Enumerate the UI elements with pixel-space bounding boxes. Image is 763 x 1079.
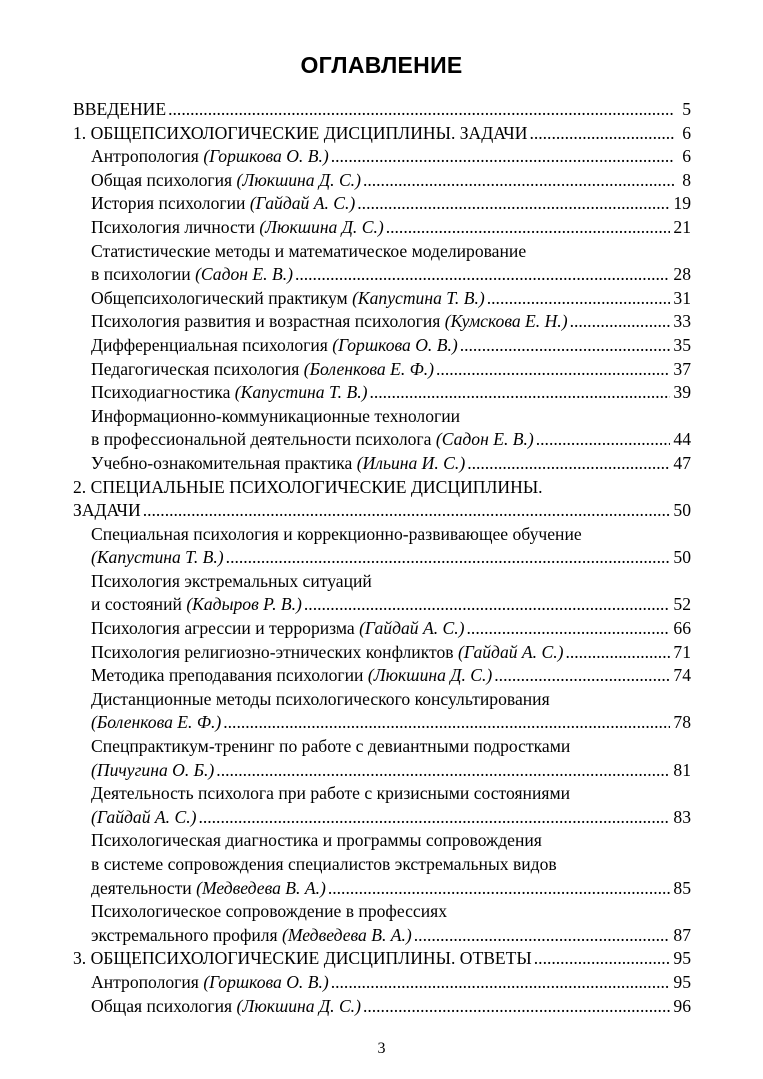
toc-leader-dots <box>168 98 674 122</box>
toc-leader-dots <box>363 169 674 193</box>
toc-author: (Кадыров Р. В.) <box>186 594 302 615</box>
toc-subsection[interactable] <box>73 617 691 641</box>
toc-title-text: экстремального профиля <box>91 924 283 945</box>
toc-line-text <box>91 287 485 311</box>
toc-author: (Капустина Т. В.) <box>91 547 224 568</box>
toc-subsection[interactable] <box>73 523 691 570</box>
toc-line-text <box>91 145 329 169</box>
toc-line <box>73 98 691 122</box>
toc-section[interactable] <box>73 98 691 122</box>
toc-title-text: деятельности <box>91 877 197 898</box>
toc-title-text: Информационно-коммуникационные технологии <box>91 405 461 426</box>
toc-subsection[interactable] <box>73 287 691 311</box>
toc-page-number: 8 <box>682 169 691 190</box>
toc-line-text <box>91 759 214 783</box>
toc-line <box>91 782 691 806</box>
toc-line <box>91 806 691 830</box>
toc-author: (Боленкова Е. Ф.) <box>303 358 435 379</box>
toc-page-number: 28 <box>673 264 691 285</box>
toc-page-number: 71 <box>673 641 691 662</box>
toc-page-number: 81 <box>673 759 691 780</box>
toc-page-number: 66 <box>673 618 691 639</box>
toc-title-text: 1. ОБЩЕПСИХОЛОГИЧЕСКИЕ ДИСЦИПЛИНЫ. ЗАДАЧИ <box>73 122 528 143</box>
toc-leader-dots <box>570 310 671 334</box>
toc-subsection[interactable] <box>73 570 691 617</box>
toc-leader-dots <box>529 122 674 146</box>
toc-line <box>91 169 691 193</box>
toc-leader-dots <box>328 877 671 901</box>
toc-leader-dots <box>386 216 671 240</box>
toc-title-text: Психология личности <box>91 216 260 237</box>
toc-page-number: 44 <box>673 429 691 450</box>
toc-line-text <box>91 452 465 476</box>
toc-page-number: 6 <box>682 146 691 167</box>
toc-title-text: в психологии <box>91 264 196 285</box>
toc-page-number: 50 <box>673 547 691 568</box>
toc-line-text <box>91 241 526 261</box>
toc-author: (Люкшина Д. С.) <box>236 995 361 1016</box>
toc-line-text <box>91 310 568 334</box>
toc-line <box>91 358 691 382</box>
toc-author: (Гайдай А. С.) <box>249 193 356 214</box>
toc-page-number: 95 <box>673 948 691 969</box>
toc-title-text: и состояний <box>91 594 187 615</box>
toc-line <box>91 688 691 712</box>
toc-title-text: Учебно-ознакомительная практика <box>91 452 357 473</box>
toc-line-text <box>91 381 367 405</box>
toc-line <box>73 499 691 523</box>
toc-page-number: 96 <box>673 995 691 1016</box>
toc-leader-dots <box>363 995 670 1019</box>
toc-author: (Ильина И. С.) <box>356 452 466 473</box>
toc-line-text <box>91 711 221 735</box>
toc-subsection[interactable] <box>73 971 691 995</box>
toc-title-text: Общая психология <box>91 169 237 190</box>
toc-leader-dots <box>143 499 671 523</box>
toc-title-text: 2. СПЕЦИАЛЬНЫЕ ПСИХОЛОГИЧЕСКИЕ ДИСЦИПЛИНЫ. <box>73 476 543 497</box>
toc-line <box>91 192 691 216</box>
toc-title-text: Статистические методы и математическое моделирование <box>91 240 527 261</box>
toc-title-text: Психологическая диагностика и программы сопровождения <box>91 830 542 851</box>
toc-leader-dots <box>565 641 670 665</box>
toc-line <box>91 381 691 405</box>
toc-line-text <box>91 995 361 1019</box>
toc-page-number: 50 <box>673 500 691 521</box>
toc-line-text <box>91 641 563 665</box>
toc-page-number: 37 <box>673 358 691 379</box>
toc-line <box>91 405 691 429</box>
toc-author: (Капустина Т. В.) <box>234 382 368 403</box>
toc-line-text <box>91 216 384 240</box>
toc-leader-dots <box>467 452 670 476</box>
toc-leader-dots <box>460 334 671 358</box>
toc-line-text <box>91 571 372 591</box>
toc-page-number: 5 <box>682 99 691 119</box>
toc-line-text <box>91 971 329 995</box>
toc-section[interactable] <box>73 122 691 146</box>
toc-title-text: ВВЕДЕНИЕ <box>73 99 167 119</box>
toc-author: (Люкшина Д. С.) <box>236 169 361 190</box>
toc-title-text: Антропология <box>91 971 204 992</box>
toc-title-text: ЗАДАЧИ <box>73 500 141 521</box>
toc-leader-dots <box>331 971 671 995</box>
toc-leader-dots <box>436 358 670 382</box>
toc-page-number: 21 <box>673 216 691 237</box>
toc-line-text <box>91 806 196 830</box>
toc-page-number: 47 <box>673 452 691 473</box>
toc-page-number: 35 <box>673 334 691 355</box>
toc-title-text: Психология развития и возрастная психология <box>91 311 445 332</box>
toc-line <box>91 240 691 264</box>
toc-line <box>91 641 691 665</box>
toc-leader-dots <box>534 947 671 971</box>
toc-line-text <box>91 689 550 709</box>
toc-title-text: Психология агрессии и терроризма <box>91 618 360 639</box>
toc-leader-dots <box>223 711 670 735</box>
toc-author: (Кумскова Е. Н.) <box>444 311 568 332</box>
toc-author: (Гайдай А. С.) <box>359 618 465 639</box>
toc-leader-dots <box>331 145 674 169</box>
toc-line-text <box>91 924 412 948</box>
toc-page-number: 33 <box>673 311 691 332</box>
toc-author: (Горшкова О. В.) <box>203 971 329 992</box>
toc-title-text: Дистанционные методы психологического консультирования <box>91 688 550 709</box>
toc-leader-dots <box>487 287 671 311</box>
toc-leader-dots <box>536 428 671 452</box>
toc-leader-dots <box>357 192 670 216</box>
toc-subsection[interactable] <box>73 995 691 1019</box>
toc-line-text <box>91 901 447 921</box>
toc-line <box>91 735 691 759</box>
toc-page-number: 39 <box>673 382 691 403</box>
toc-author: (Люкшина Д. С.) <box>367 665 493 686</box>
toc-author: (Капустина Т. В.) <box>352 287 485 308</box>
table-of-contents <box>73 98 691 1018</box>
toc-page-number: 19 <box>673 193 691 214</box>
toc-title-text: Общая психология <box>91 995 237 1016</box>
toc-line <box>91 900 691 924</box>
toc-author: (Горшкова О. В.) <box>332 334 458 355</box>
toc-line <box>91 995 691 1019</box>
toc-line-text <box>91 358 434 382</box>
toc-line-text <box>91 593 302 617</box>
toc-author: (Медведева В. А.) <box>282 924 412 945</box>
toc-page-number: 95 <box>673 971 691 992</box>
toc-author: (Гайдай А. С.) <box>458 641 564 662</box>
page-number: 3 <box>377 1040 386 1057</box>
toc-line <box>91 924 691 948</box>
toc-subsection[interactable] <box>73 452 691 476</box>
toc-title-text: Спецпрактикум-тренинг по работе с девиантными подростками <box>91 736 571 757</box>
toc-line <box>91 664 691 688</box>
toc-line-text <box>91 617 465 641</box>
toc-leader-dots <box>198 806 670 830</box>
toc-title-text: 3. ОБЩЕПСИХОЛОГИЧЕСКИЕ ДИСЦИПЛИНЫ. ОТВЕТЫ <box>73 948 532 969</box>
toc-author: (Гайдай А. С.) <box>91 806 197 827</box>
toc-subsection[interactable] <box>73 641 691 665</box>
toc-line <box>91 523 691 547</box>
toc-line-text <box>91 524 582 544</box>
toc-line <box>91 452 691 476</box>
toc-page-number: 6 <box>682 122 691 143</box>
toc-line-text <box>91 406 460 426</box>
toc-title-text: Специальная психология и коррекционно-развивающее обучение <box>91 523 582 544</box>
toc-leader-dots <box>226 546 671 570</box>
toc-title-text: Дифференциальная психология <box>91 334 333 355</box>
toc-leader-dots <box>295 263 670 287</box>
toc-subsection[interactable] <box>73 310 691 334</box>
toc-line <box>91 428 691 452</box>
toc-title-text: в профессиональной деятельности психолога <box>91 429 436 450</box>
toc-line <box>91 546 691 570</box>
toc-subsection[interactable] <box>73 381 691 405</box>
toc-line <box>91 759 691 783</box>
toc-title-text: Методика преподавания психологии <box>91 665 368 686</box>
toc-page-number: 52 <box>673 594 691 615</box>
toc-line <box>91 287 691 311</box>
toc-leader-dots <box>304 593 671 617</box>
toc-title-text: Педагогическая психология <box>91 358 304 379</box>
toc-line <box>91 216 691 240</box>
toc-line-text <box>91 830 542 850</box>
toc-line-text <box>91 428 534 452</box>
toc-subsection[interactable] <box>73 664 691 688</box>
toc-line <box>91 310 691 334</box>
toc-line <box>91 829 691 853</box>
toc-title-text: Антропология <box>91 146 204 167</box>
toc-page-number: 74 <box>673 665 691 686</box>
toc-line-text <box>73 499 141 523</box>
toc-section[interactable] <box>73 947 691 971</box>
toc-author: (Горшкова О. В.) <box>203 146 329 167</box>
toc-line <box>73 476 691 500</box>
toc-leader-dots <box>216 759 670 783</box>
toc-line <box>73 122 691 146</box>
toc-subsection[interactable] <box>73 169 691 193</box>
toc-line-text <box>73 122 527 146</box>
toc-author: (Садон Е. В.) <box>435 429 534 450</box>
toc-page-number: 87 <box>673 924 691 945</box>
toc-line-text <box>91 664 492 688</box>
toc-line-text <box>91 192 355 216</box>
toc-subsection[interactable] <box>73 192 691 216</box>
toc-line <box>91 617 691 641</box>
toc-subsection[interactable] <box>73 405 691 452</box>
toc-title-text: в системе сопровождения специалистов экстремальных видов <box>91 854 557 874</box>
toc-line <box>91 853 691 877</box>
toc-line-text <box>73 98 166 122</box>
toc-line-text <box>91 783 570 803</box>
toc-title-text: Психодиагностика <box>91 382 235 403</box>
toc-page-number: 83 <box>673 806 691 827</box>
toc-title-text: Психология религиозно-этнических конфликтов <box>91 641 459 662</box>
toc-line-text <box>91 736 570 756</box>
toc-title-text: Общепсихологический практикум <box>91 287 353 308</box>
toc-title-text: История психологии <box>91 193 250 214</box>
toc-subsection[interactable] <box>73 688 691 735</box>
toc-subsection[interactable] <box>73 240 691 287</box>
toc-line <box>73 947 691 971</box>
toc-line-text <box>91 169 361 193</box>
toc-page-number: 78 <box>673 712 691 733</box>
toc-line-text <box>91 854 557 874</box>
toc-section[interactable] <box>73 476 691 523</box>
toc-subsection[interactable] <box>73 829 691 900</box>
toc-author: (Пичугина О. Б.) <box>91 759 215 780</box>
page-title: ОГЛАВЛЕНИЕ <box>300 52 463 78</box>
toc-author: (Люкшина Д. С.) <box>259 216 384 237</box>
toc-subsection[interactable] <box>73 145 691 169</box>
toc-leader-dots <box>414 924 671 948</box>
toc-author: (Садон Е. В.) <box>195 264 293 285</box>
toc-subsection[interactable] <box>73 900 691 947</box>
toc-leader-dots <box>494 664 670 688</box>
toc-line-text <box>91 263 293 287</box>
toc-line-text <box>73 477 543 497</box>
toc-line <box>91 593 691 617</box>
toc-leader-dots <box>467 617 671 641</box>
toc-leader-dots <box>369 381 670 405</box>
toc-page-number: 31 <box>673 287 691 308</box>
toc-line-text <box>91 334 458 358</box>
toc-line-text <box>91 546 224 570</box>
toc-title-text: Психология экстремальных ситуаций <box>91 570 372 591</box>
toc-line-text <box>73 947 532 971</box>
toc-line <box>91 877 691 901</box>
toc-line-text <box>91 877 326 901</box>
toc-line <box>91 711 691 735</box>
toc-page-number: 85 <box>673 877 691 898</box>
toc-subsection[interactable] <box>73 782 691 829</box>
toc-subsection[interactable] <box>73 735 691 782</box>
toc-title-text: Психологическое сопровождение в профессиях <box>91 901 448 922</box>
toc-subsection[interactable] <box>73 216 691 240</box>
toc-line <box>91 971 691 995</box>
toc-line <box>91 570 691 594</box>
toc-title-text: Деятельность психолога при работе с кризисными состояниями <box>91 783 571 804</box>
toc-subsection[interactable] <box>73 334 691 358</box>
toc-author: (Медведева В. А.) <box>196 877 326 898</box>
toc-line <box>91 145 691 169</box>
toc-subsection[interactable] <box>73 358 691 382</box>
toc-line <box>91 334 691 358</box>
toc-author: (Боленкова Е. Ф.) <box>91 712 222 733</box>
toc-line <box>91 263 691 287</box>
